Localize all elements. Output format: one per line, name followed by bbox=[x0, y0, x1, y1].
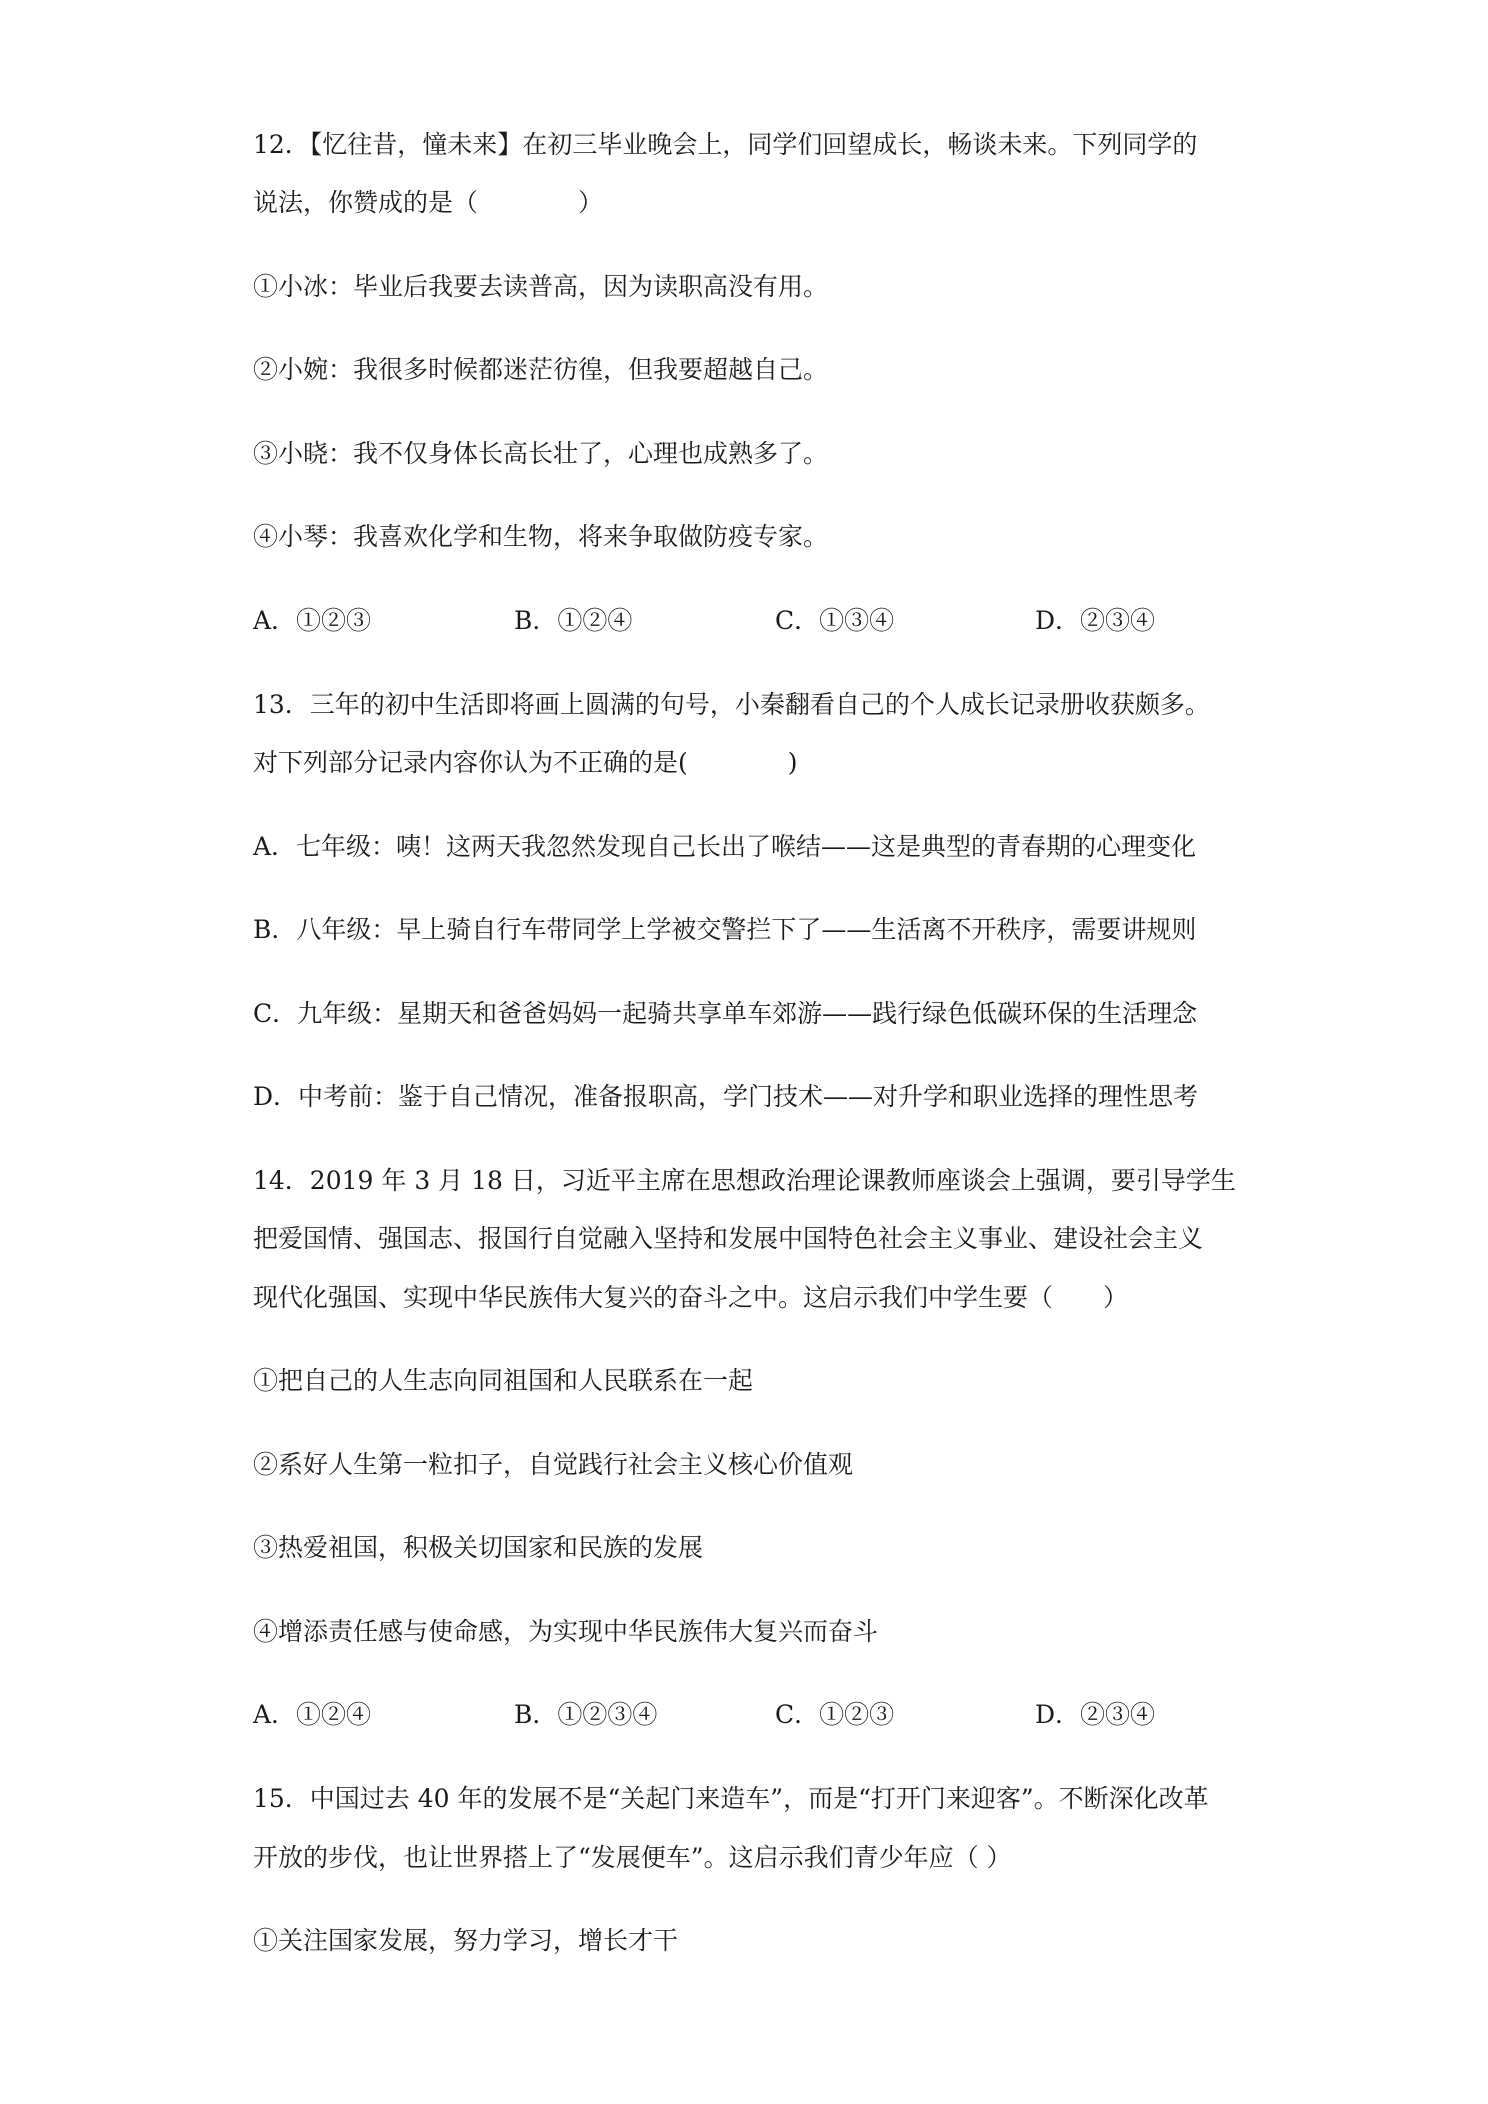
q12-option-c: C．①③④ bbox=[775, 606, 895, 635]
q12-statement-2: ②小婉：我很多时候都迷茫彷徨，但我要超越自己。 bbox=[253, 355, 829, 384]
q13-stem-line-2: 对下列部分记录内容你认为不正确的是( ) bbox=[253, 748, 798, 777]
q14-option-a: A．①②④ bbox=[253, 1700, 372, 1729]
q13-stem-line-1: 13．三年的初中生活即将画上圆满的句号，小秦翻看自己的个人成长记录册收获颇多。 bbox=[253, 690, 1210, 719]
q15-stem-line-1: 15．中国过去 40 年的发展不是“关起门来造车”，而是“打开门来迎客”。不断深化改革 bbox=[253, 1784, 1209, 1813]
q12-stem-line-1: 12．【忆往昔，憧未来】在初三毕业晚会上，同学们回望成长，畅谈未来。下列同学的 bbox=[253, 130, 1198, 159]
q14-option-b: B．①②③④ bbox=[514, 1700, 658, 1729]
q12-stem-line-2: 说法，你赞成的是（ ） bbox=[253, 188, 604, 217]
q13-option-a: A．七年级：咦！这两天我忽然发现自己长出了喉结——这是典型的青春期的心理变化 bbox=[253, 832, 1197, 861]
q14-option-d: D．②③④ bbox=[1035, 1700, 1156, 1729]
q15-stem-line-2: 开放的步伐，也让世界搭上了“发展便车”。这启示我们青少年应（ ） bbox=[253, 1843, 1012, 1872]
q14-stem-line-2: 把爱国情、强国志、报国行自觉融入坚持和发展中国特色社会主义事业、建设社会主义 bbox=[253, 1224, 1204, 1253]
q12-option-a: A．①②③ bbox=[253, 606, 372, 635]
q12-option-d: D．②③④ bbox=[1035, 606, 1156, 635]
q14-statement-3: ③热爱祖国，积极关切国家和民族的发展 bbox=[253, 1533, 704, 1562]
q12-statement-4: ④小琴：我喜欢化学和生物，将来争取做防疫专家。 bbox=[253, 522, 829, 551]
q13-option-b: B．八年级：早上骑自行车带同学上学被交警拦下了——生活离不开秩序，需要讲规则 bbox=[253, 915, 1197, 944]
q12-statement-1: ①小冰：毕业后我要去读普高，因为读职高没有用。 bbox=[253, 272, 829, 301]
q12-option-b: B．①②④ bbox=[514, 606, 633, 635]
q14-stem-line-3: 现代化强国、实现中华民族伟大复兴的奋斗之中。这启示我们中学生要（ ） bbox=[253, 1283, 1129, 1312]
q12-statement-3: ③小晓：我不仅身体长高长壮了，心理也成熟多了。 bbox=[253, 439, 829, 468]
q14-statement-2: ②系好人生第一粒扣子，自觉践行社会主义核心价值观 bbox=[253, 1450, 854, 1479]
q14-option-c: C．①②③ bbox=[775, 1700, 895, 1729]
q14-statement-4: ④增添责任感与使命感，为实现中华民族伟大复兴而奋斗 bbox=[253, 1617, 879, 1646]
q15-statement-1: ①关注国家发展，努力学习，增长才干 bbox=[253, 1926, 679, 1955]
q14-statement-1: ①把自己的人生志向同祖国和人民联系在一起 bbox=[253, 1366, 754, 1395]
q13-option-c: C．九年级：星期天和爸爸妈妈一起骑共享单车郊游——践行绿色低碳环保的生活理念 bbox=[253, 999, 1198, 1028]
q14-stem-line-1: 14．2019 年 3 月 18 日，习近平主席在思想政治理论课教师座谈会上强调，要引导学生 bbox=[253, 1166, 1236, 1195]
q13-option-d: D．中考前：鉴于自己情况，准备报职高，学门技术——对升学和职业选择的理性思考 bbox=[253, 1082, 1199, 1111]
